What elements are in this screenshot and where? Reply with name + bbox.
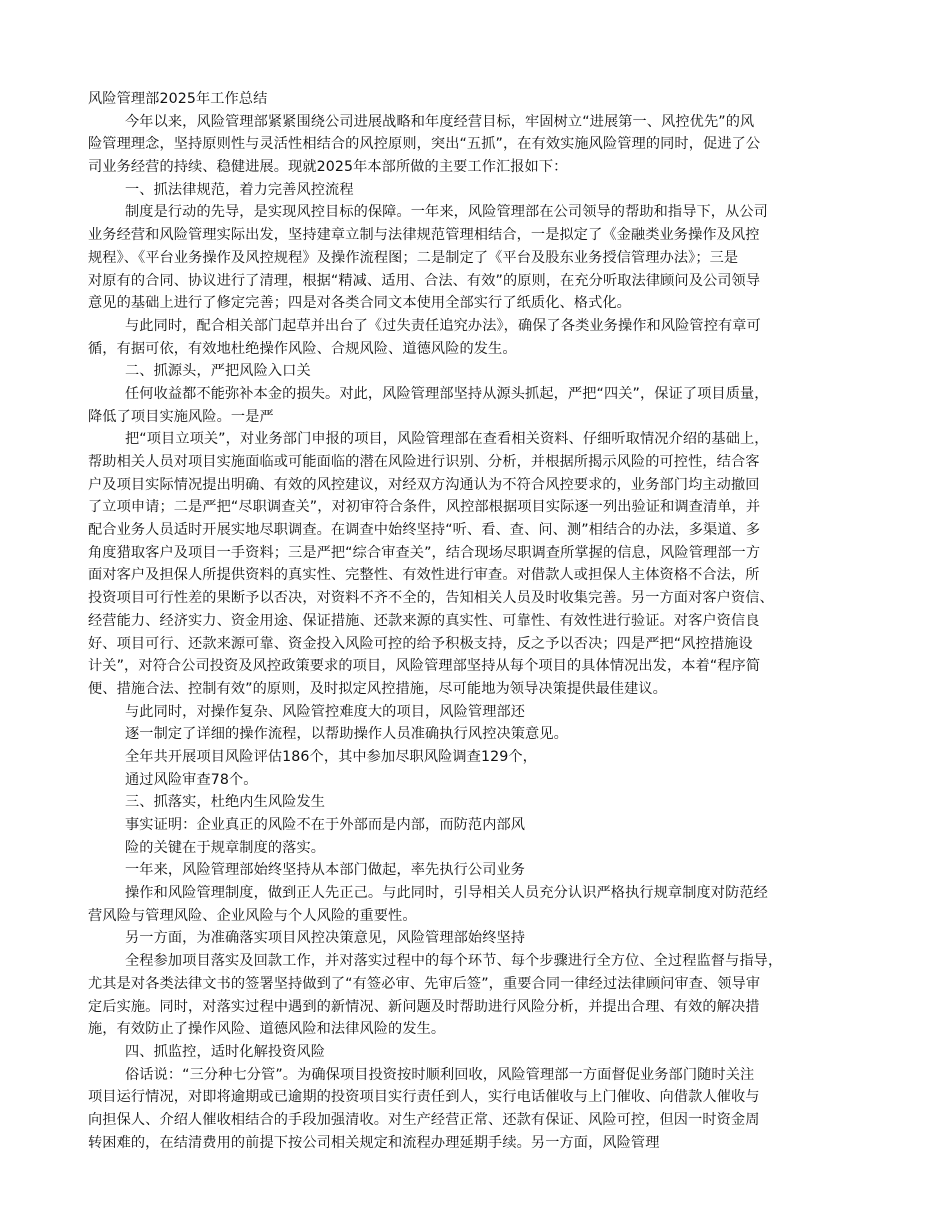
text-line: 项目运行情况，对即将逾期或已逾期的投资项目实行责任到人，实行电话催收与上门催收、向借款人催收与 xyxy=(88,1089,760,1106)
text-line: 任何收益都不能弥补本金的损失。对此，风险管理部坚持从源头抓起，严把“四关”，保证了项目质量， xyxy=(125,385,769,402)
text-line: 降低了项目实施风险。一是严 xyxy=(88,408,274,425)
text-line: 循，有据可依，有效地杜绝操作风险、合规风险、道德风险的发生。 xyxy=(88,340,517,357)
text-line: 二、抓源头，严把风险入口关 xyxy=(125,363,311,380)
text-line: 营风险与管理风险、企业风险与个人风险的重要性。 xyxy=(88,907,417,924)
text-line: 一年来，风险管理部始终坚持从本部门做起，率先执行公司业务 xyxy=(125,862,526,879)
text-line: 事实证明：企业真正的风险不在于外部而是内部，而防范内部风 xyxy=(125,817,526,833)
text-line: 操作和风险管理制度，做到正人先正己。与此同时，引导相关人员充分认识严格执行规章制度对防范经 xyxy=(125,885,768,902)
text-line: 了立项申请；二是严把“尽职调查关”，对初审符合条件，风控部根据项目实际逐一列出验证和调查清单，并 xyxy=(88,499,761,516)
text-line: 便、措施合法、控制有效”的原则，及时拟定风控措施，尽可能地为领导决策提供最佳建议。 xyxy=(88,680,667,697)
text-line: 险的关键在于规章制度的落实。 xyxy=(125,839,326,856)
document-title: 风险管理部2025年工作总结 xyxy=(88,91,268,107)
text-line: 俗话说：“三分种七分管”。为确保项目投资按时顺利回收，风险管理部一方面督促业务部门随时关注 xyxy=(125,1066,755,1083)
text-line: 户及项目实际情况提出明确、有效的风控建议，对经双方沟通认为不符合风控要求的，业务部门均主动撤回 xyxy=(88,476,760,493)
text-line: 经营能力、经济实力、资金用途、保证措施、还款来源的真实性、可靠性、有效性进行验证。对客户资信良 xyxy=(88,612,760,629)
text-line: 全年共开展项目风险评估186个，其中参加尽职风险调查129个， xyxy=(125,748,537,765)
text-line: 险管理理念，坚持原则性与灵活性相结合的风控原则，突出“五抓”，在有效实施风险管理的同时，促进了公 xyxy=(88,136,761,153)
text-line: 向担保人、介绍人催收相结合的手段加强清收。对生产经营正常、还款有保证、风险可控，但因一时资金周 xyxy=(88,1111,760,1128)
text-line: 定后实施。同时，对落实过程中遇到的新情况、新问题及时帮助进行风险分析，并提出合理、有效的解决措 xyxy=(88,998,760,1015)
text-line: 与此同时，配合相关部门起草并出台了《过失责任追究办法》，确保了各类业务操作和风险管控有章可 xyxy=(125,317,761,334)
text-line: 计关”，对符合公司投资及风控政策要求的项目，风险管理部坚持从每个项目的具体情况出发，本着“程序简 xyxy=(88,658,761,675)
text-line: 角度猎取客户及项目一手资料；三是严把“综合审查关”，结合现场尽职调查所掌握的信息，风险管理部一方 xyxy=(88,544,761,561)
text-line: 意见的基础上进行了修定完善；四是对各类合同文本使用全部实行了纸质化、格式化。 xyxy=(88,295,631,312)
text-line: 三、抓落实，杜绝内生风险发生 xyxy=(125,794,326,811)
text-line: 通过风险审查78个。 xyxy=(125,771,258,788)
text-line: 与此同时，对操作复杂、风险管控难度大的项目，风险管理部还 xyxy=(125,703,526,720)
text-line: 今年以来，风险管理部紧紧围绕公司进展战略和年度经营目标，牢固树立“进展第一、风控优先”的风 xyxy=(125,113,755,130)
text-line: 配合业务人员适时开展实地尽职调查。在调查中始终坚持“听、看、查、问、测”相结合的办法，多渠道、多 xyxy=(88,522,761,539)
text-line: 司业务经营的持续、稳健进展。现就2025年本部所做的主要工作汇报如下： xyxy=(88,159,568,176)
document-body xyxy=(88,111,868,1155)
text-line: 规程》、《平台业务操作及风控规程》及操作流程图；二是制定了《平台及股东业务授信管理办法》；三是 xyxy=(88,249,739,266)
text-line: 制度是行动的先导，是实现风控目标的保障。一年来，风险管理部在公司领导的帮助和指导下，从公司 xyxy=(125,204,768,221)
text-line: 对原有的合同、协议进行了清理，根据“精减、适用、合法、有效”的原则，在充分听取法律顾问及公司领导 xyxy=(88,272,761,289)
text-line: 逐一制定了详细的操作流程，以帮助操作人员准确执行风控决策意见。 xyxy=(125,726,568,743)
text-line: 全程参加项目落实及回款工作，并对落实过程中的每个环节、每个步骤进行全方位、全过程监督与指导， xyxy=(125,953,783,970)
text-line: 一、抓法律规范，着力完善风控流程 xyxy=(125,181,354,198)
text-line: 转困难的，在结清费用的前提下按公司相关规定和流程办理延期手续。另一方面，风险管理 xyxy=(88,1134,660,1151)
text-line: 把“项目立项关”，对业务部门申报的项目，风险管理部在查看相关资料、仔细听取情况介绍的基础上， xyxy=(125,431,769,448)
text-line: 投资项目可行性差的果断予以否决，对资料不齐不全的，告知相关人员及时收集完善。另一方面对客户资信、 xyxy=(88,590,774,607)
text-line: 尤其是对各类法律文书的签署坚持做到了“有签必审、先审后签”，重要合同一律经过法律顾问审查、领导审 xyxy=(88,975,761,992)
text-line: 好、项目可行、还款来源可靠、资金投入风险可控的给予积极支持，反之予以否决；四是严把“风控措施设 xyxy=(88,635,753,652)
document-page xyxy=(88,88,868,1154)
text-line: 业务经营和风险管理实际出发，坚持建章立制与法律规范管理相结合，一是拟定了《金融类业务操作及风控 xyxy=(88,227,760,244)
text-line: 四、抓监控，适时化解投资风险 xyxy=(125,1043,326,1060)
text-line: 帮助相关人员对项目实施面临或可能面临的潜在风险进行识别、分析，并根据所揭示风险的可控性，结合客 xyxy=(88,454,760,470)
text-line: 另一方面，为准确落实项目风控决策意见，风险管理部始终坚持 xyxy=(125,930,526,947)
text-line: 面对客户及担保人所提供资料的真实性、完整性、有效性进行审查。对借款人或担保人主体资格不合法，所 xyxy=(88,567,760,584)
text-line: 施，有效防止了操作风险、道德风险和法律风险的发生。 xyxy=(88,1021,446,1038)
